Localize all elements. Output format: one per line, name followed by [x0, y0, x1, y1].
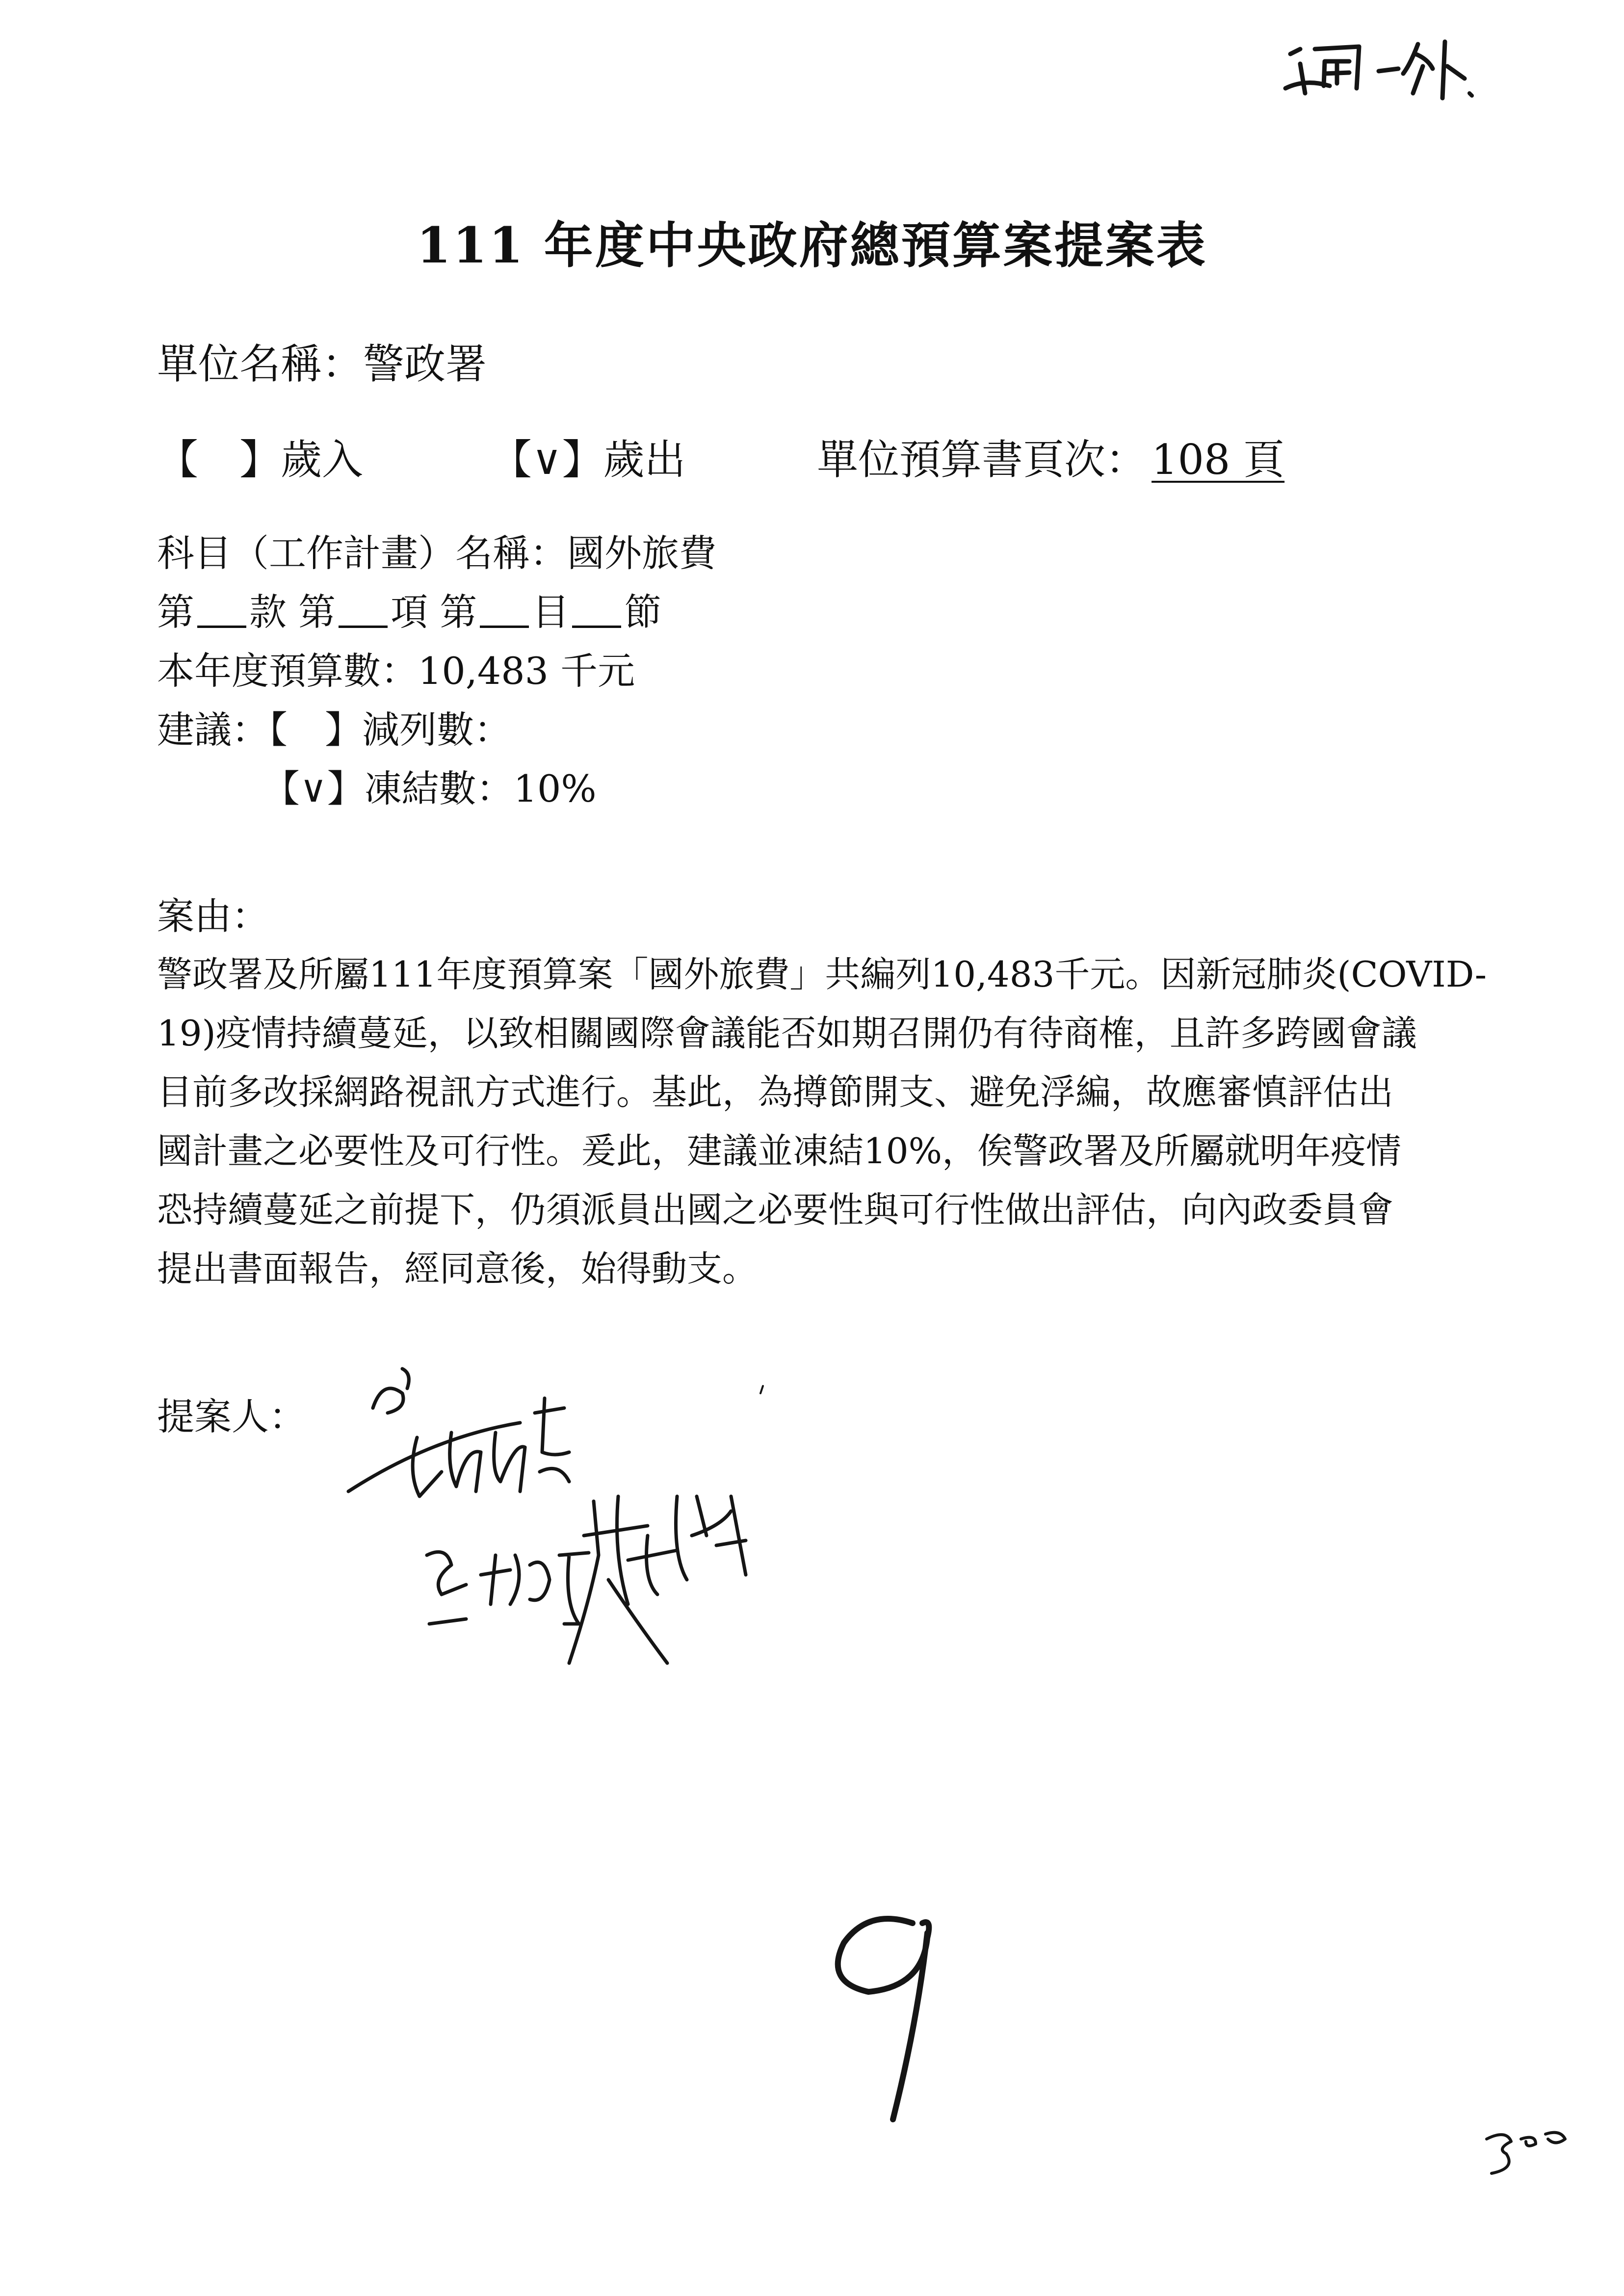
- cut-checkbox: 【 】: [269, 708, 362, 752]
- revenue-checkbox: 【 】: [157, 436, 281, 484]
- budget-amount-label: 本年度預算數：: [157, 649, 418, 693]
- budget-amount-row: [157, 649, 635, 693]
- section-word: 第: [440, 590, 477, 634]
- corner-handwriting-graphic: [1271, 20, 1487, 103]
- reason-line: 19)疫情持續蔓延，以致相關國際會議能否如期召開仍有待商榷，且許多跨國會議: [157, 1013, 1417, 1054]
- budget-page-label: 單位預算書頁次：: [817, 436, 1147, 484]
- expenditure-option: [491, 436, 686, 484]
- reason-label: 案由：: [157, 894, 269, 938]
- reason-line: 目前多改採網路視訊方式進行。基此，為撙節開支、避免浮編，故應審慎評估出: [157, 1071, 1394, 1113]
- unit-name-row: [157, 340, 487, 388]
- freeze-row: [262, 767, 597, 810]
- reason-line: 恐持續蔓延之前提下，仍須派員出國之必要性與可行性做出評估，向內政委員會: [157, 1189, 1394, 1230]
- budget-amount-value: 10,483 千元: [418, 649, 635, 693]
- proposer-signatures: [334, 1349, 898, 1693]
- section-word: 第: [298, 590, 336, 634]
- freeze-checkbox: 【∨】: [262, 767, 365, 810]
- proposer-label: 提案人：: [157, 1395, 306, 1438]
- suggestion-row: [157, 708, 511, 752]
- budget-book-page: [817, 436, 1299, 484]
- page-title: 111 年度中央政府總預算案提案表: [417, 216, 1207, 274]
- section-word: 節: [624, 590, 662, 634]
- section-word: 項: [391, 590, 428, 634]
- unit-name-value: 警政署: [363, 340, 487, 388]
- corner-handwritten-number: [1477, 2119, 1590, 2183]
- freeze-value: 10%: [513, 767, 597, 810]
- blank-field: [197, 596, 246, 628]
- blank-field: [480, 596, 529, 628]
- reason-line: 警政署及所屬111年度預算案「國外旅費」共編列10,483千元。因新冠肺炎(COVID-: [157, 954, 1487, 995]
- revenue-label: 歲入: [281, 436, 364, 484]
- unit-name-label: 單位名稱：: [157, 340, 364, 388]
- suggestion-label: 建議：: [157, 708, 269, 752]
- freeze-label: 凍結數：: [364, 767, 514, 810]
- expenditure-label: 歲出: [603, 436, 686, 484]
- subject-value: 國外旅費: [567, 531, 716, 575]
- blank-field: [339, 596, 388, 628]
- reason-line: 國計畫之必要性及可行性。爰此，建議並凍結10%，俟警政署及所屬就明年疫情: [157, 1130, 1402, 1172]
- reason-line: 提出書面報告，經同意後，始得動支。: [157, 1248, 758, 1289]
- subject-label: 科目（工作計畫）名稱：: [157, 531, 567, 575]
- cut-label: 減列數：: [362, 708, 511, 752]
- blank-field: [572, 596, 621, 628]
- section-row: [157, 590, 662, 634]
- section-word: 第: [157, 590, 194, 634]
- section-word: 款: [249, 590, 287, 634]
- subject-row: [157, 531, 716, 575]
- budget-page-value: 108 頁: [1152, 436, 1285, 484]
- budget-type-row: [157, 436, 364, 484]
- handwritten-page-number: [814, 1904, 981, 2129]
- section-word: 目: [532, 590, 570, 634]
- expenditure-checkbox: 【∨】: [491, 436, 603, 484]
